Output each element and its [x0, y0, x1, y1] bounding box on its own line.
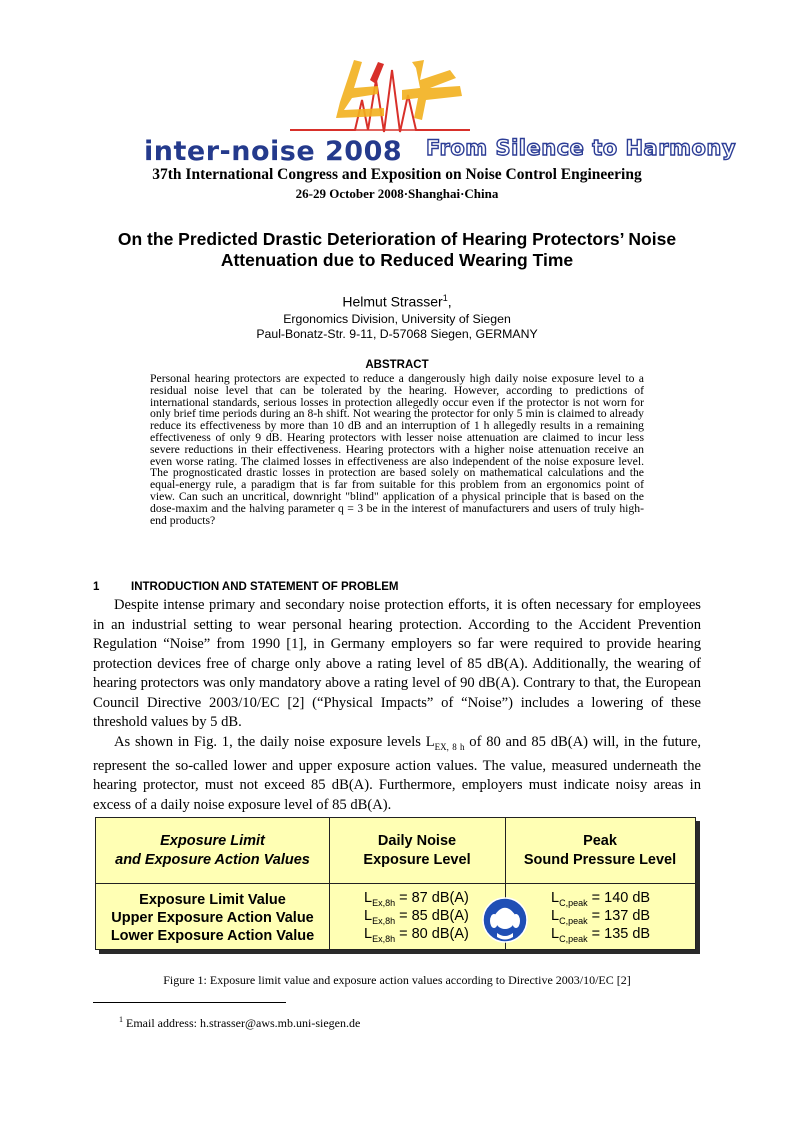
- shanghai-logo-graphic: [140, 40, 660, 140]
- lex-value-lower: [364, 925, 469, 948]
- lex-val: = 80 dB(A): [395, 926, 469, 942]
- affiliation-line2: Paul-Bonatz-Str. 9-11, D-57068 Siegen, GERMANY: [256, 327, 538, 341]
- paper-title-line2: Attenuation due to Reduced Wearing Time: [220, 250, 574, 270]
- abstract-text: Personal hearing protectors are expected to reduce a dangerously high daily noise exposure level to a residual noise level that can be tolerated by the hearing. However, according to predictions of international standards, serious losses in protection allegedly occur even if the protector is not worn for only brief time periods during an 8-h shift. Not wearing the protector for only 5 min is claimed to already reduce its effectiveness by more than 10 dB and an interruption of 1 h allegedly results in a remaining effectiveness of only 9 dB. Hearing protectors with lesser noise attenuation are claimed to incur less severe reductions in their effectiveness. Hearing protectors with a higher noise attenuation receive an even worse rating. The claimed losses in effectiveness are also independent of the noise exposure level. The prognosticated drastic losses in protection are based solely on mathematical calculations and the equal-energy rule, a paradigm that is far from suitable for this problem from an ergonomics point of view. Can such an uncritical, downright "blind" application of a physical principle that is based on the dose-maxim and the halving parameter q = 3 be in the interest of manufacturers and users of truly high-end products?: [150, 372, 644, 527]
- paragraph-2-end: of 80 and 85 dB(A) will, in the future, represent the so-called lower and upper exposure action values. The value, measured underneath the hearing protector, must not exceed 85 dB(A). Furthermore, employers must indicate noisy areas in excess of a daily noise exposure level of 85 dB(A).: [93, 733, 701, 813]
- lex-sub: Ex,8h: [372, 915, 396, 926]
- section-title: INTRODUCTION AND STATEMENT OF PROBLEM: [131, 581, 399, 593]
- author-footnote-mark: 1: [442, 293, 448, 303]
- footnote-rule: [93, 1002, 286, 1003]
- author-name: Helmut Strasser: [342, 293, 443, 310]
- abstract-heading: ABSTRACT: [365, 359, 429, 371]
- lex-sub: Ex,8h: [372, 933, 396, 944]
- row-label-lower: Lower Exposure Action Value: [110, 928, 315, 944]
- section-heading: [93, 581, 398, 593]
- lc-symbol: L: [551, 890, 560, 906]
- lc-sub: C,peak: [559, 897, 588, 908]
- header-col3-line2: Sound Pressure Level: [523, 852, 677, 868]
- lc-value-lower: [551, 925, 650, 948]
- hearing-protection-sign-icon: [482, 897, 528, 943]
- affiliation-line1: Ergonomics Division, University of Siegen: [283, 312, 511, 326]
- row-label-limit: Exposure Limit Value: [139, 892, 286, 908]
- header-col2-line1: Daily Noise: [377, 833, 457, 849]
- lex-sub: Ex,8h: [372, 897, 396, 908]
- paper-title-line1: On the Predicted Drastic Deterioration of Hearing Protectors’ Noise: [117, 229, 677, 249]
- footnote-text: Email address: h.strasser@aws.mb.uni-siegen.de: [123, 1016, 361, 1030]
- header-col2-line2: Exposure Level: [363, 852, 471, 868]
- header-col3-line1: Peak: [583, 833, 617, 849]
- header-col1-line1: Exposure Limit: [160, 833, 265, 849]
- author: [0, 293, 794, 310]
- lex-subscript: EX, 8 h: [434, 741, 465, 752]
- section-body: [93, 596, 701, 815]
- header-col1-line2: and Exposure Action Values: [115, 852, 310, 868]
- lex-symbol: L: [364, 908, 373, 924]
- paper-title: [60, 229, 734, 271]
- row-label-upper: Upper Exposure Action Value: [111, 910, 314, 926]
- lc-symbol: L: [551, 908, 560, 924]
- figure-1-table: [95, 817, 696, 953]
- congress-dates: 26-29 October 2008·Shanghai·China: [295, 186, 499, 201]
- footnote-mark: 1: [119, 1015, 123, 1024]
- congress-name: 37th International Congress and Exposition on Noise Control Engineering: [152, 166, 642, 183]
- lex-symbol: L: [364, 926, 373, 942]
- lc-sub: C,peak: [559, 933, 588, 944]
- footnote: [119, 1015, 360, 1031]
- figure-caption: Figure 1: Exposure limit value and exposure action values according to Directive 2003/10/EC [2]: [163, 973, 631, 987]
- header-divider: [96, 883, 695, 884]
- lc-val: = 135 dB: [587, 926, 651, 942]
- conference-logo: [140, 40, 737, 168]
- table-box: [95, 817, 696, 950]
- paragraph-1: Despite intense primary and secondary noise protection efforts, it is often necessary for employees in an industrial setting to wear personal hearing protection. According to the Accident Prevention Regulation “Noise” from 1990 [1], in Germany employers so far were required to provide hearing protection devices free of charge only above a rating level of 85 dB(A). Additionally, the wearing of hearing protectors was only mandatory above a rating level of 90 dB(A). Contrary to that, the European Council Directive 2003/10/EC [2] (“Physical Impacts” of “Noise”) includes a lowering of these threshold values by 5 dB.: [93, 597, 701, 730]
- author-comma: ,: [447, 293, 452, 310]
- logo-slogan: From Silence to Harmony: [426, 136, 737, 160]
- logo-title: inter-noise 2008: [144, 136, 403, 167]
- header-exposure-limit: [96, 832, 329, 870]
- header-peak-pressure: [505, 832, 695, 870]
- section-number: 1: [93, 581, 100, 593]
- lc-symbol: L: [551, 926, 560, 942]
- header-daily-noise: [329, 832, 505, 870]
- lc-val: = 137 dB: [587, 908, 651, 924]
- lc-sub: C,peak: [559, 915, 588, 926]
- paragraph-2-start: As shown in Fig. 1, the daily noise exposure levels L: [114, 733, 435, 750]
- lex-symbol: L: [364, 890, 373, 906]
- paragraph-2: [93, 733, 701, 816]
- lex-val: = 87 dB(A): [395, 890, 469, 906]
- lc-val: = 140 dB: [587, 890, 651, 906]
- logo-red-mark: [370, 62, 384, 84]
- lex-val: = 85 dB(A): [395, 908, 469, 924]
